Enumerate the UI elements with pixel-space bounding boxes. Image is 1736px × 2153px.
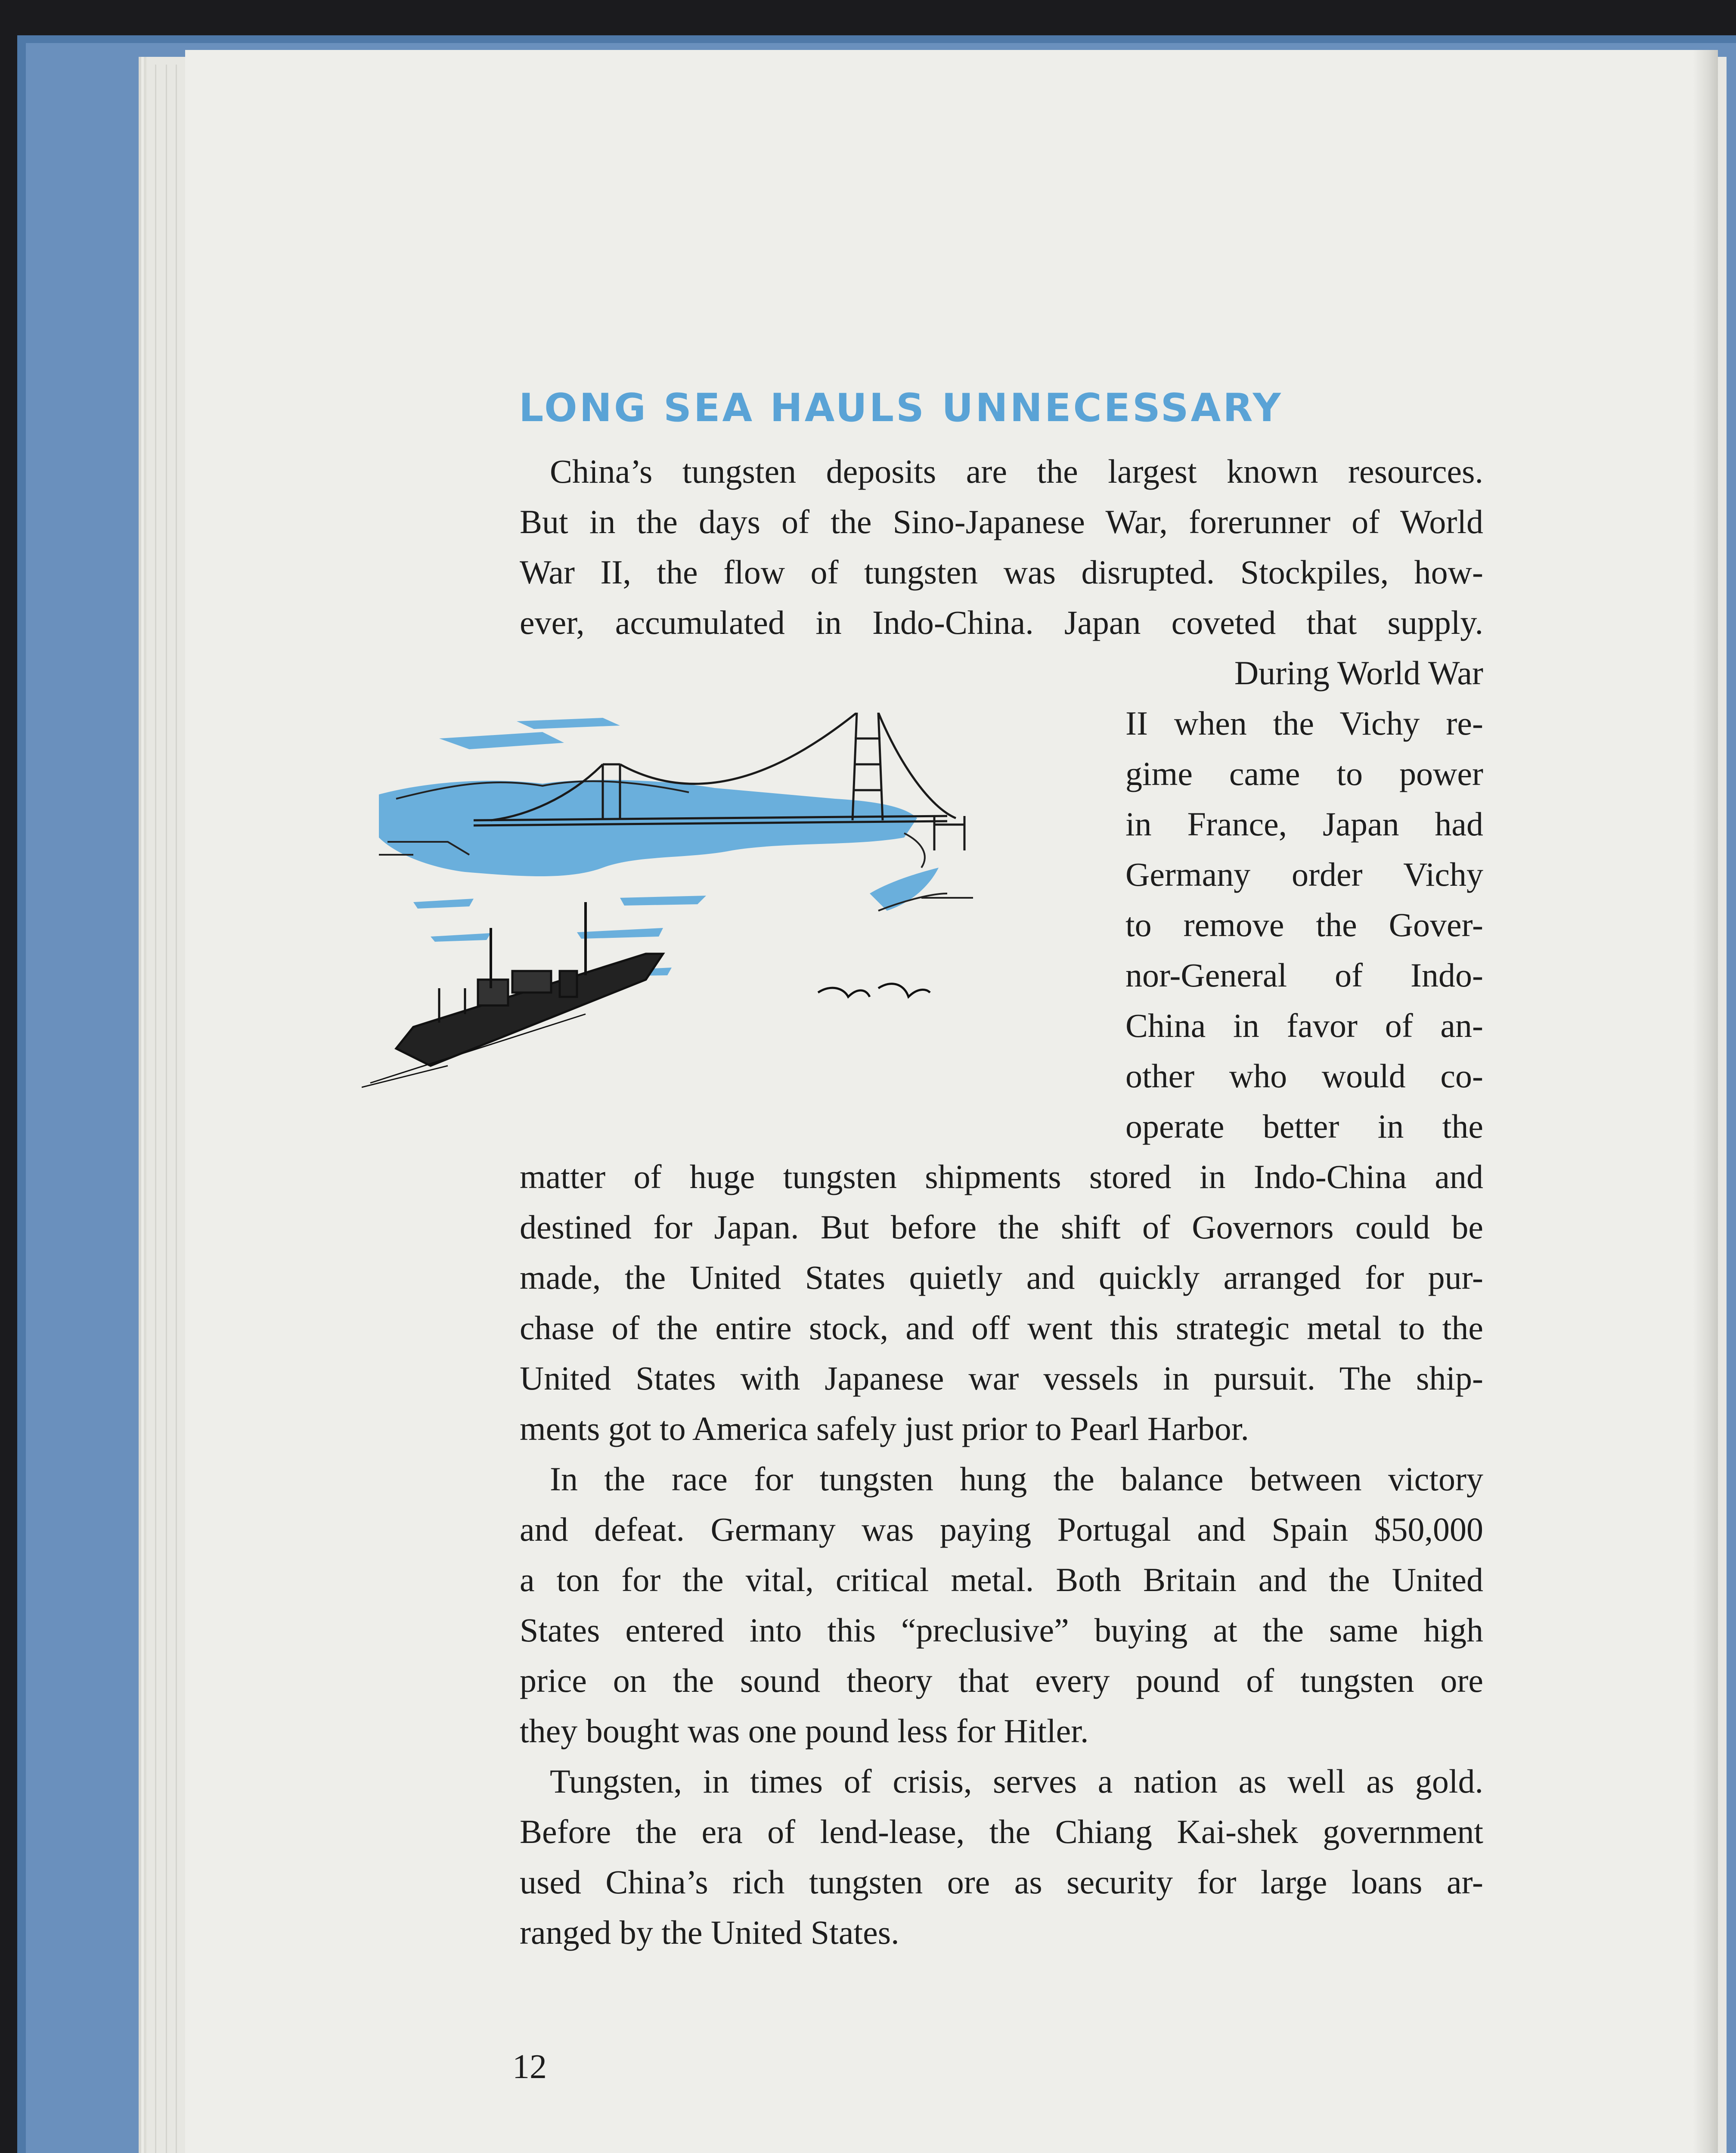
page-stack-edge	[155, 65, 156, 2153]
text-line: destined for Japan. But before the shift of Governors could be	[520, 1208, 1483, 1246]
text-line: made, the United States quietly and quickly arranged for pur-	[520, 1259, 1483, 1296]
text-line: States entered into this “preclusive” buying at the same high	[520, 1611, 1483, 1649]
text-line: and defeat. Germany was paying Portugal and Spain $50,000	[520, 1511, 1483, 1548]
ship-drawing	[362, 902, 663, 1087]
text-line: ever, accumulated in Indo-China. Japan coveted that supply.	[520, 604, 1483, 641]
gulls-drawing	[818, 984, 930, 997]
text-line: United States with Japanese war vessels in pursuit. The ship-	[520, 1359, 1483, 1397]
page-gutter	[1693, 50, 1718, 2153]
text-line: In the race for tungsten hung the balance between victory	[550, 1460, 1483, 1498]
text-line: War II, the flow of tungsten was disrupted. Stockpiles, how-	[520, 553, 1483, 591]
text-line: Tungsten, in times of crisis, serves a nation as well as gold.	[550, 1762, 1483, 1800]
page-stack-edge	[166, 65, 167, 2153]
text-line: But in the days of the Sino-Japanese War, forerunner of World	[520, 503, 1483, 540]
text-line: a ton for the vital, critical metal. Both Britain and the United	[520, 1561, 1483, 1598]
text-line: price on the sound theory that every pound of tungsten ore	[520, 1662, 1483, 1699]
page-stack-edge	[176, 65, 177, 2153]
text-line: to remove the Gover-	[1125, 906, 1483, 943]
text-line: nor-General of Indo-	[1125, 956, 1483, 994]
text-line: operate better in the	[1125, 1108, 1483, 1145]
text-line: matter of huge tungsten shipments stored in Indo-China and	[520, 1158, 1483, 1195]
text-line: China’s tungsten deposits are the largest known resources.	[550, 453, 1483, 490]
text-line: Germany order Vichy	[1125, 856, 1483, 893]
page-number: 12	[512, 2048, 547, 2086]
text-line: II when the Vichy re-	[1125, 704, 1483, 742]
text-line: used China’s rich tungsten ore as security for large loans ar-	[520, 1863, 1483, 1901]
text-line: in France, Japan had	[1125, 805, 1483, 843]
bridge-ship-illustration	[362, 713, 1042, 1092]
text-line: China in favor of an-	[1125, 1007, 1483, 1044]
section-heading: LONG SEA HAULS UNNECESSARY	[519, 385, 1283, 431]
text-line: ranged by the United States.	[520, 1914, 899, 1951]
text-line: Before the era of lend-lease, the Chiang Kai-shek government	[520, 1813, 1483, 1850]
text-line: chase of the entire stock, and off went this strategic metal to the	[520, 1309, 1483, 1346]
text-line: ments got to America safely just prior to Pearl Harbor.	[520, 1410, 1249, 1447]
text-line: other who would co-	[1125, 1057, 1483, 1095]
text-line: gime came to power	[1125, 755, 1483, 792]
text-line: During World War	[1234, 654, 1483, 692]
text-line: they bought was one pound less for Hitler.	[520, 1712, 1089, 1750]
